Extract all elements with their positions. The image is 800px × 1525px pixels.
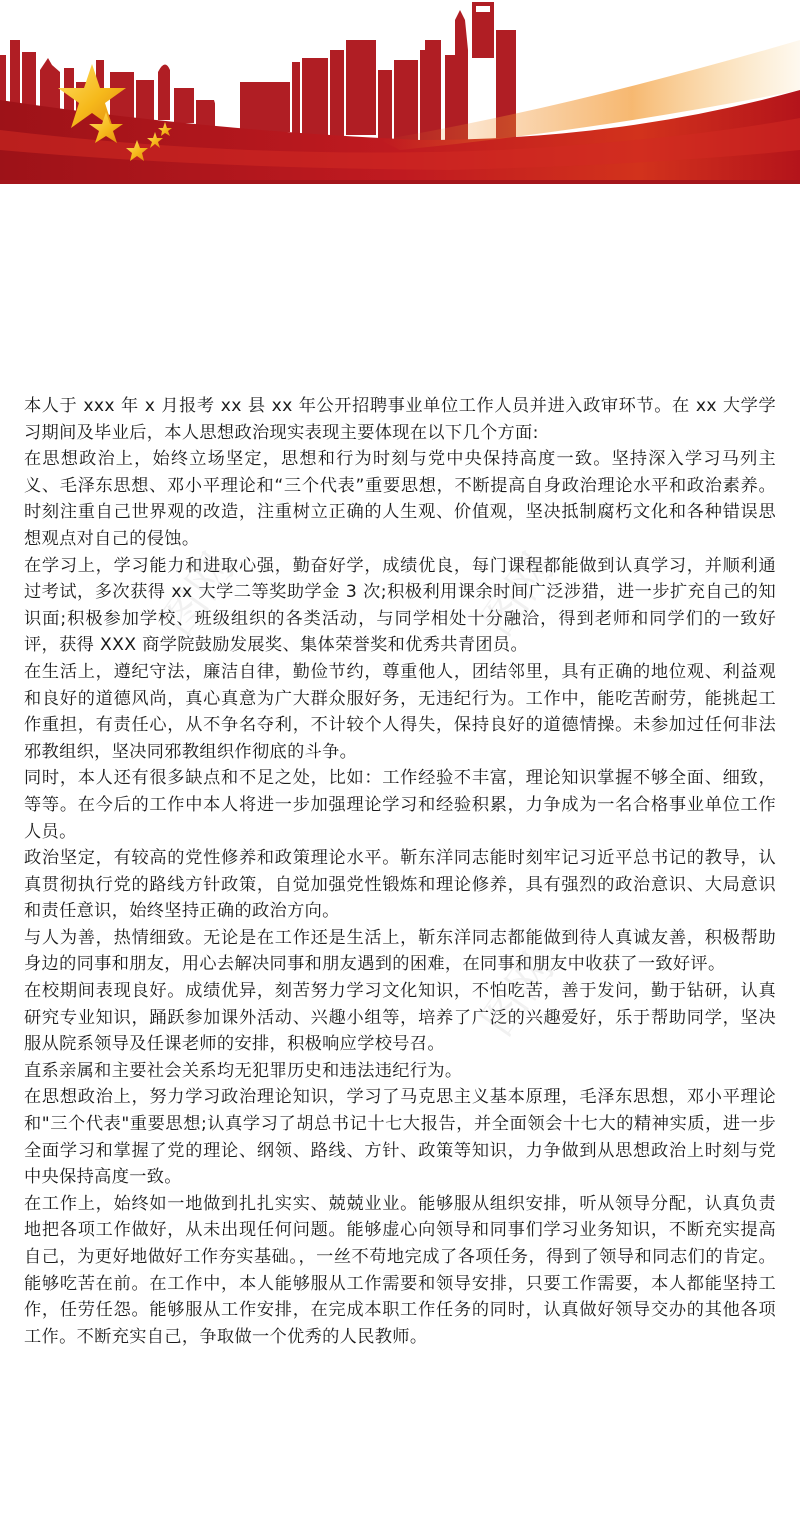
watermark: 图网 bbox=[471, 943, 564, 1046]
watermark: 图网 bbox=[151, 543, 244, 646]
paragraph-school: 在校期间表现良好。成绩优异，刻苦努力学习文化知识，不怕吃苦，善于发问，勤于钻研，认真研究专业知识，踊跃参加课外活动、兴趣小组等，培养了广泛的兴趣爱好，乐于帮助同学，坚决服从院系领导及任课老师的安排，积极响应学校号召。 bbox=[24, 981, 776, 1055]
paragraph-life: 在生活上，遵纪守法，廉洁自律，勤俭节约，尊重他人，团结邻里，具有正确的地位观、利益观和良好的道德风尚，真心真意为广大群众服好务，无违纪行为。工作中，能吃苦耐劳，能挑起工作重担，有责任心，从不争名夺利，不计较个人得失，保持良好的道德情操。未参加过任何非法邪教组织，坚决同邪教组织作彻底的斗争。 bbox=[24, 661, 776, 762]
paragraph-political-firmness: 政治坚定，有较高的党性修养和政策理论水平。靳东洋同志能时刻牢记习近平总书记的教导，认真贯彻执行党的路线方针政策，自觉加强党性锻炼和理论修养，具有强烈的政治意识、大局意识和责任意识，始终坚持正确的政治方向。 bbox=[24, 848, 776, 922]
paragraph-study: 在学习上，学习能力和进取心强，勤奋好学，成绩优良，每门课程都能做到认真学习，并顺利通过考试，多次获得 xx 大学二等奖助学金 3 次;积极利用课余时间广泛涉猎，进一步扩充自己的知识面;积极参加学校、班级组织的各类活动，与同学相处十分融洽，得到老师和同学们的一致好评，获得 XXX 商学院鼓励发展奖、集体荣誉奖和优秀共青团员。 bbox=[24, 555, 776, 656]
paragraph-shortcomings: 同时，本人还有很多缺点和不足之处，比如：工作经验不丰富，理论知识掌握不够全面、细致，等等。在今后的工作中本人将进一步加强理论学习和经验积累，力争成为一名合格事业单位工作人员。 bbox=[24, 768, 776, 842]
document-body bbox=[24, 393, 776, 1350]
header-banner bbox=[0, 0, 800, 184]
paragraph-political-study: 在思想政治上，努力学习政治理论知识，学习了马克思主义基本原理，毛泽东思想，邓小平理论和"三个代表"重要思想;认真学习了胡总书记十七大报告，并全面领会十七大的精神实质，进一步全面学习和掌握了党的理论、纲领、路线、方针、政策等知识，力争做到从思想政治上时刻与党中央保持高度一致。 bbox=[24, 1087, 776, 1188]
watermark: 图网 bbox=[471, 543, 564, 646]
skyline-flag-banner bbox=[0, 0, 800, 184]
paragraph-intro: 本人于 xxx 年 x 月报考 xx 县 xx 年公开招聘事业单位工作人员并进入政审环节。在 xx 大学学习期间及毕业后，本人思想政治现实表现主要体现在以下几个方面: bbox=[24, 396, 776, 443]
paragraph-politics: 在思想政治上，始终立场坚定，思想和行为时刻与党中央保持高度一致。坚持深入学习马列主义、毛泽东思想、邓小平理论和“三个代表”重要思想，不断提高自身政治理论水平和政治素养。时刻注重自己世界观的改造，注重树立正确的人生观、价值观，坚决抵制腐朽文化和各种错误思想观点对自己的侵蚀。 bbox=[24, 449, 776, 549]
paragraph-work: 在工作上，始终如一地做到扎扎实实、兢兢业业。能够服从组织安排，听从领导分配，认真负责地把各项工作做好，从未出现任何问题。能够虚心向领导和同事们学习业务知识，不断充实提高自己，为更好地做好工作夯实基础。，一丝不苟地完成了各项任务，得到了领导和同志们的肯定。能够吃苦在前。在工作中，本人能够服从工作需要和领导安排，只要工作需要，本人都能坚持工作，任劳任怨。能够服从工作安排，在完成本职工作任务的同时，认真做好领导交办的其他各项工作。不断充实自己，争取做一个优秀的人民教师。 bbox=[24, 1193, 776, 1347]
paragraph-kindness: 与人为善，热情细致。无论是在工作还是生活上，靳东洋同志都能做到待人真诚友善，积极帮助身边的同事和朋友，用心去解决同事和朋友遇到的困难，在同事和朋友中收获了一致好评。 bbox=[24, 927, 776, 975]
paragraph-relatives: 直系亲属和主要社会关系均无犯罪历史和违法违纪行为。 bbox=[24, 1060, 463, 1081]
